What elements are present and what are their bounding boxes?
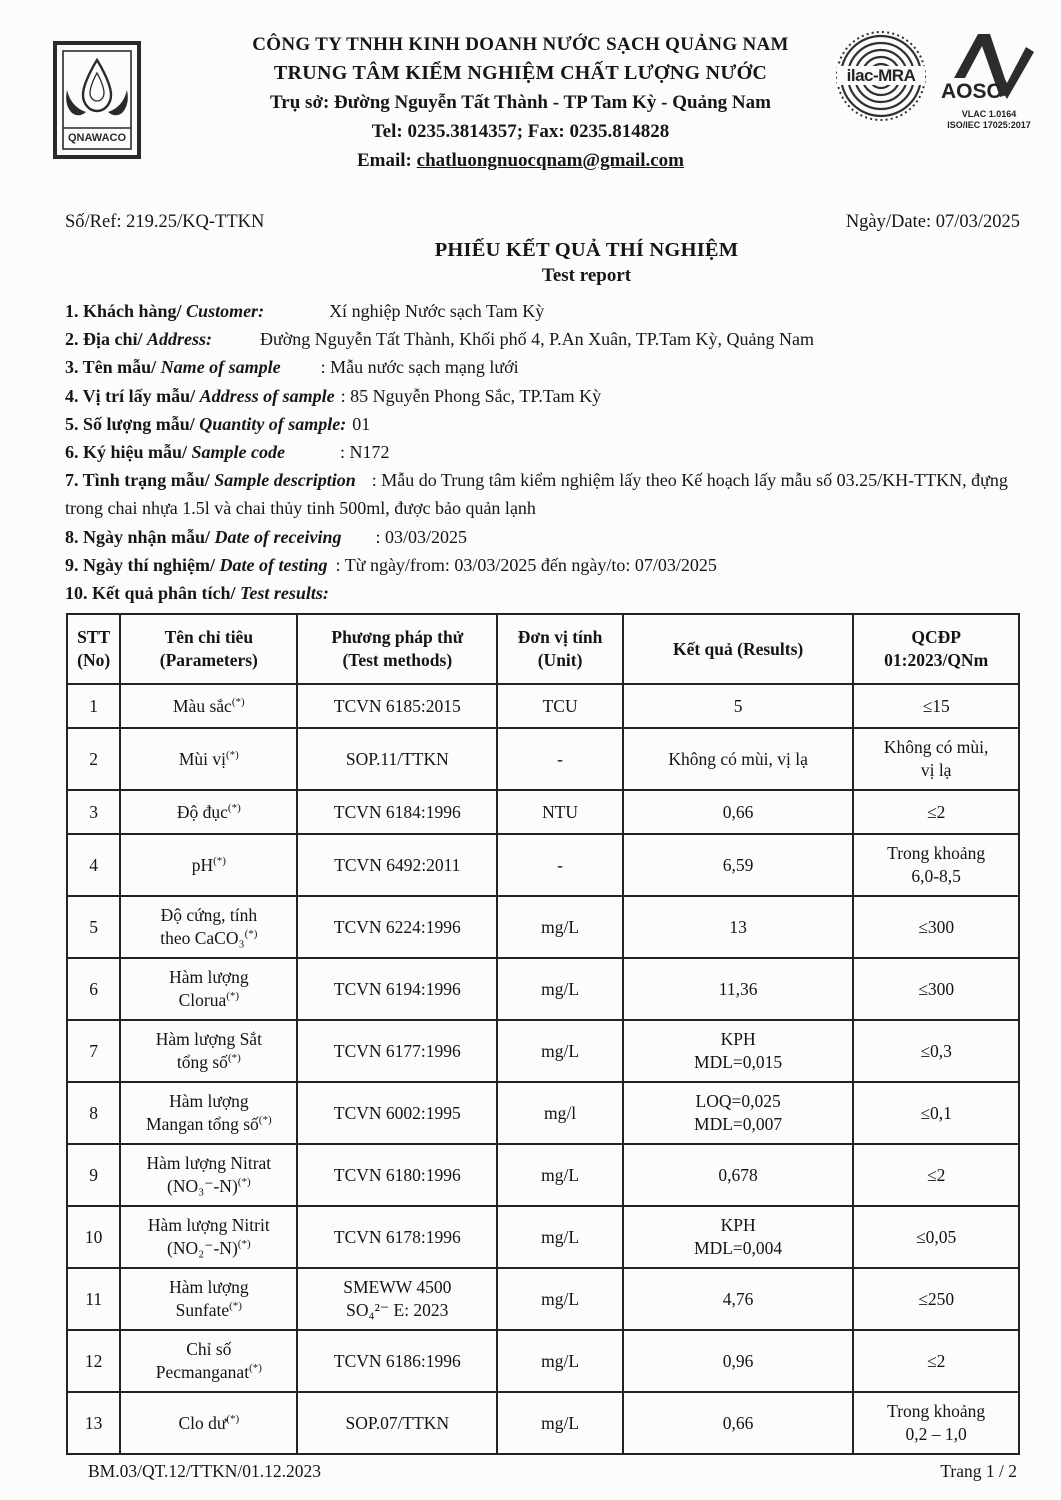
cell-result: 0,678	[623, 1144, 853, 1206]
ilac-mra-logo	[833, 28, 929, 129]
cell-unit: mg/l	[497, 1082, 623, 1144]
table-row	[67, 684, 1019, 728]
cell-no: 7	[67, 1020, 120, 1082]
cell-limit: ≤0,1	[853, 1082, 1019, 1144]
results-table-body	[67, 684, 1019, 1454]
aosc-vlac-text: VLAC 1.0164	[961, 109, 1017, 119]
table-row	[67, 1082, 1019, 1144]
cell-limit: ≤2	[853, 1144, 1019, 1206]
cell-no: 8	[67, 1082, 120, 1144]
table-row	[67, 728, 1019, 790]
cell-method: SMEWW 4500 SO₄²⁻ E: 2023	[297, 1268, 497, 1330]
cell-unit: TCU	[497, 684, 623, 728]
results-table-head	[67, 614, 1019, 684]
info-item-sample-code: 6. Ký hiệu mẫu/ Sample code : N172	[65, 442, 390, 463]
cell-result: KPH MDL=0,004	[623, 1206, 853, 1268]
qnawaco-logo	[52, 40, 142, 160]
cell-limit: ≤0,3	[853, 1020, 1019, 1082]
cell-parameter: Hàm lượng Mangan tổng số(*)	[120, 1082, 297, 1144]
cell-parameter: Độ đục(*)	[120, 790, 297, 834]
table-row	[67, 958, 1019, 1020]
cell-unit: mg/L	[497, 1268, 623, 1330]
center-name: TRUNG TÂM KIỂM NGHIỆM CHẤT LƯỢNG NƯỚC	[273, 62, 768, 84]
cell-result: 11,36	[623, 958, 853, 1020]
cell-method: TCVN 6194:1996	[297, 958, 497, 1020]
info-item-date-receiving: 8. Ngày nhận mẫu/ Date of receiving : 03/03/2025	[65, 526, 468, 547]
info-item-test-results: 10. Kết quả phân tích/ Test results:	[65, 583, 329, 604]
svg-text:ilac-MRA: ilac-MRA	[846, 66, 916, 85]
cell-no: 5	[67, 896, 120, 958]
table-row	[67, 896, 1019, 958]
info-item-sample-description: 7. Tình trạng mẫu/ Sample description : Mẫu do Trung tâm kiểm nghiệm lấy theo Kế hoạch lấy mẫu số 03.25/KH-TTKN, đựng trong chai nhựa 1.5l và chai thủy tinh 500ml, được bảo quản lạnh	[65, 470, 1008, 519]
cell-method: TCVN 6185:2015	[297, 684, 497, 728]
cell-parameter: Hàm lượng Sắt tổng số(*)	[120, 1020, 297, 1082]
cell-result: KPH MDL=0,015	[623, 1020, 853, 1082]
cell-unit: mg/L	[497, 896, 623, 958]
info-item-date-testing: 9. Ngày thí nghiệm/ Date of testing : Từ ngày/from: 03/03/2025 đến ngày/to: 07/03/2025	[65, 554, 717, 575]
table-row	[67, 834, 1019, 896]
info-item-sample-address: 4. Vị trí lấy mẫu/ Address of sample : 85 Nguyễn Phong Sắc, TP.Tam Kỳ	[65, 385, 602, 406]
cell-unit: mg/L	[497, 1020, 623, 1082]
cell-limit: ≤2	[853, 1330, 1019, 1392]
cell-no: 4	[67, 834, 120, 896]
cell-method: TCVN 6180:1996	[297, 1144, 497, 1206]
cell-limit: ≤15	[853, 684, 1019, 728]
table-row	[67, 1206, 1019, 1268]
cell-result: Không có mùi, vị lạ	[623, 728, 853, 790]
cell-unit: NTU	[497, 790, 623, 834]
company-header	[0, 0, 1061, 198]
cell-no: 2	[67, 728, 120, 790]
cell-parameter: Mùi vị(*)	[120, 728, 297, 790]
svg-text:AOSC: AOSC	[941, 80, 1002, 103]
cell-limit: ≤2	[853, 790, 1019, 834]
cell-parameter: Clo dư(*)	[120, 1392, 297, 1454]
cell-limit: ≤300	[853, 896, 1019, 958]
cell-limit: Không có mùi, vị lạ	[853, 728, 1019, 790]
cell-no: 9	[67, 1144, 120, 1206]
info-item-customer: 1. Khách hàng/ Customer: Xí nghiệp Nước sạch Tam Kỳ	[65, 301, 545, 321]
page-title: PHIẾU KẾT QUẢ THÍ NGHIỆM	[434, 239, 739, 261]
column-header: Phương pháp thử (Test methods)	[297, 614, 497, 684]
cell-parameter: Hàm lượng Clorua(*)	[120, 958, 297, 1020]
cell-method: SOP.07/TTKN	[297, 1392, 497, 1454]
cell-parameter: Độ cứng, tính theo CaCO₃(*)	[120, 896, 297, 958]
company-telfax: Tel: 0235.3814357; Fax: 0235.814828	[371, 121, 670, 142]
cell-result: 0,66	[623, 1392, 853, 1454]
cell-parameter: Hàm lượng Nitrit (NO₂⁻-N)(*)	[120, 1206, 297, 1268]
cell-result: 6,59	[623, 834, 853, 896]
table-row	[67, 1330, 1019, 1392]
info-item-address: 2. Địa chỉ/ Address: Đường Nguyễn Tất Thành, Khối phố 4, P.An Xuân, TP.Tam Kỳ, Quảng Nam	[65, 329, 815, 350]
cell-unit: mg/L	[497, 1206, 623, 1268]
cell-result: LOQ=0,025 MDL=0,007	[623, 1082, 853, 1144]
cell-method: TCVN 6184:1996	[297, 790, 497, 834]
cell-limit: ≤0,05	[853, 1206, 1019, 1268]
sample-info-list	[65, 297, 1021, 607]
cell-no: 1	[67, 684, 120, 728]
info-item-quantity: 5. Số lượng mẫu/ Quantity of sample: 01	[65, 413, 371, 434]
cell-no: 13	[67, 1392, 120, 1454]
company-name: CÔNG TY TNHH KINH DOANH NƯỚC SẠCH QUẢNG NAM	[252, 34, 789, 55]
table-header-row	[67, 614, 1019, 684]
cell-parameter: pH(*)	[120, 834, 297, 896]
cell-result: 13	[623, 896, 853, 958]
cell-parameter: Màu sắc(*)	[120, 684, 297, 728]
table-row	[67, 1268, 1019, 1330]
aosc-iso-text: ISO/IEC 17025:2017	[947, 120, 1031, 130]
cell-method: TCVN 6177:1996	[297, 1020, 497, 1082]
cell-method: TCVN 6224:1996	[297, 896, 497, 958]
cell-no: 12	[67, 1330, 120, 1392]
cell-method: TCVN 6186:1996	[297, 1330, 497, 1392]
table-row	[67, 1144, 1019, 1206]
email-address: chatluongnuocqnam@gmail.com	[416, 150, 684, 171]
cell-parameter: Chỉ số Pecmanganat(*)	[120, 1330, 297, 1392]
cell-result: 0,96	[623, 1330, 853, 1392]
cell-parameter: Hàm lượng Nitrat (NO₃⁻-N)(*)	[120, 1144, 297, 1206]
info-item-sample-name: 3. Tên mẫu/ Name of sample : Mẫu nước sạch mạng lưới	[65, 357, 519, 378]
table-row	[67, 790, 1019, 834]
cell-unit: mg/L	[497, 958, 623, 1020]
cell-method: TCVN 6492:2011	[297, 834, 497, 896]
cell-unit: mg/L	[497, 1144, 623, 1206]
cell-limit: Trong khoảng 6,0-8,5	[853, 834, 1019, 896]
footer-page-number: Trang 1 / 2	[940, 1461, 1017, 1482]
cell-no: 6	[67, 958, 120, 1020]
company-email: Email: chatluongnuocqnam@gmail.com	[357, 150, 684, 171]
cell-limit: ≤300	[853, 958, 1019, 1020]
column-header: Tên chỉ tiêu (Parameters)	[120, 614, 297, 684]
column-header: STT (No)	[67, 614, 120, 684]
cell-unit: mg/L	[497, 1392, 623, 1454]
column-header: Đơn vị tính (Unit)	[497, 614, 623, 684]
cell-method: SOP.11/TTKN	[297, 728, 497, 790]
cell-limit: ≤250	[853, 1268, 1019, 1330]
ref-number: Số/Ref: 219.25/KQ-TTKN	[65, 212, 265, 232]
column-header: Kết quả (Results)	[623, 614, 853, 684]
results-table	[66, 613, 1020, 1455]
cell-result: 4,76	[623, 1268, 853, 1330]
table-row	[67, 1020, 1019, 1082]
cell-no: 11	[67, 1268, 120, 1330]
company-address: Trụ sở: Đường Nguyễn Tất Thành - TP Tam Kỳ - Quảng Nam	[270, 92, 771, 113]
report-date: Ngày/Date: 07/03/2025	[845, 212, 1020, 232]
column-header: QCĐP 01:2023/QNm	[853, 614, 1019, 684]
cell-method: TCVN 6002:1995	[297, 1082, 497, 1144]
cell-result: 0,66	[623, 790, 853, 834]
cell-no: 10	[67, 1206, 120, 1268]
cell-no: 3	[67, 790, 120, 834]
footer-form-code: BM.03/QT.12/TTKN/01.12.2023	[88, 1461, 322, 1482]
cell-result: 5	[623, 684, 853, 728]
svg-text:QNAWACO: QNAWACO	[67, 132, 127, 144]
table-row	[67, 1392, 1019, 1454]
page-subtitle: Test report	[541, 265, 632, 286]
water-drop-logo-icon	[52, 40, 142, 160]
cell-limit: Trong khoảng 0,2 – 1,0	[853, 1392, 1019, 1454]
cell-method: TCVN 6178:1996	[297, 1206, 497, 1268]
cell-parameter: Hàm lượng Sunfate(*)	[120, 1268, 297, 1330]
aosc-logo	[939, 28, 1039, 131]
cell-unit: mg/L	[497, 1330, 623, 1392]
cell-unit: -	[497, 728, 623, 790]
cell-unit: -	[497, 834, 623, 896]
